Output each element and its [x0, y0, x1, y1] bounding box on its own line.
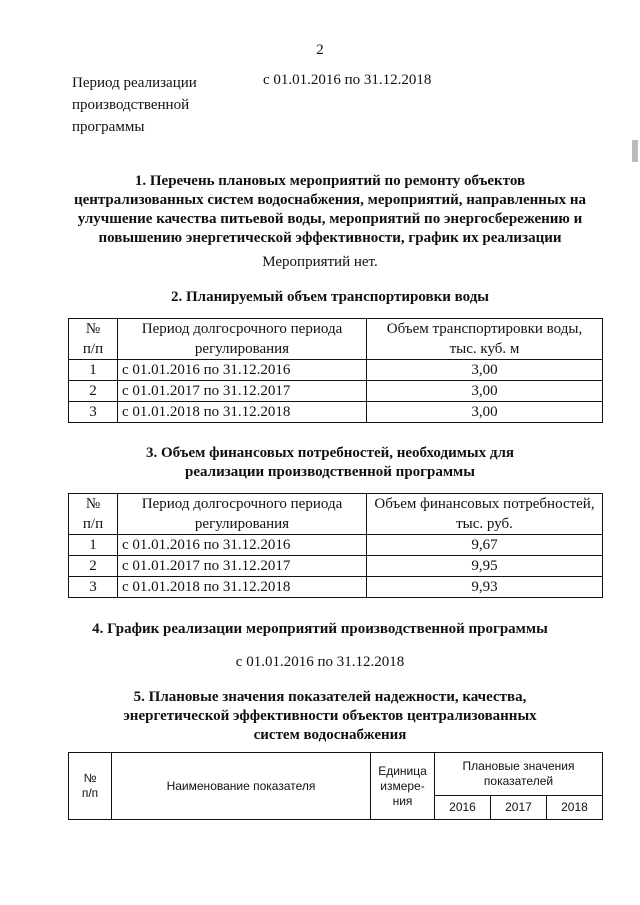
header-text: регулирования — [194, 516, 290, 532]
cell-period: с 01.01.2016 по 31.12.2016 — [118, 360, 367, 381]
cell-num: 3 — [69, 402, 118, 423]
financial-needs-table — [68, 493, 603, 598]
page-number: 2 — [316, 42, 324, 58]
period-label-line: программы — [72, 119, 145, 135]
header-value — [367, 319, 603, 360]
section5-title-line: энергетической эффективности объектов централизованных — [123, 708, 537, 724]
header-text: регулирования — [194, 341, 290, 357]
cell-num: 2 — [69, 556, 118, 577]
header-unit — [371, 753, 435, 820]
header-text: Объем транспортировки воды, — [386, 321, 583, 337]
indicators-table — [68, 752, 603, 820]
header-text: п/п — [82, 341, 104, 357]
header-text: ния — [392, 793, 413, 808]
header-indicator-name: Наименование показателя — [112, 753, 371, 820]
cell-period: с 01.01.2018 по 31.12.2018 — [118, 577, 367, 598]
table-row — [69, 360, 603, 381]
period-label-line: производственной — [72, 97, 190, 113]
table-row — [69, 381, 603, 402]
header-text: № — [83, 771, 97, 785]
cell-period: с 01.01.2016 по 31.12.2016 — [118, 535, 367, 556]
header-text: Период долгосрочного периода — [141, 496, 343, 512]
header-text: тыс. куб. м — [449, 341, 520, 357]
cell-value: 3,00 — [367, 402, 603, 423]
header-text: Объем финансовых потребностей, — [374, 496, 595, 512]
header-year: 2016 — [435, 795, 491, 819]
period-label — [72, 72, 232, 138]
section3-title-line: 3. Объем финансовых потребностей, необходимых для — [145, 445, 515, 461]
section1-title-line: централизованных систем водоснабжения, мероприятий, направленных на — [73, 192, 587, 208]
section1-title-line: улучшение качества питьевой воды, мероприятий по энергосбережению и — [77, 211, 583, 227]
period-label-line: Период реализации — [72, 75, 197, 91]
table-header-row — [69, 494, 603, 535]
header-text: измере- — [380, 778, 425, 793]
header-text: Период долгосрочного периода — [141, 321, 343, 337]
cell-value: 9,95 — [367, 556, 603, 577]
section2-title: 2. Планируемый объем транспортировки воды — [171, 289, 489, 305]
header-year: 2018 — [546, 795, 602, 819]
header-text: показателей — [483, 773, 554, 788]
section1-note: Мероприятий нет. — [262, 254, 378, 270]
cell-value: 9,67 — [367, 535, 603, 556]
cell-value: 3,00 — [367, 381, 603, 402]
header-text: № — [85, 321, 101, 337]
section1-title — [60, 172, 600, 248]
header-num — [69, 753, 112, 820]
cell-value: 9,93 — [367, 577, 603, 598]
cell-num: 1 — [69, 360, 118, 381]
header-period — [118, 319, 367, 360]
header-period — [118, 494, 367, 535]
cell-num: 3 — [69, 577, 118, 598]
header-value — [367, 494, 603, 535]
header-text: Единица — [378, 763, 427, 778]
section5-title — [60, 688, 600, 745]
cell-value: 3,00 — [367, 360, 603, 381]
section1-title-line: 1. Перечень плановых мероприятий по ремонту объектов — [134, 173, 526, 189]
section3-title-line: реализации производственной программы — [185, 464, 475, 480]
scan-edge-mark — [632, 140, 638, 162]
cell-num: 2 — [69, 381, 118, 402]
section5-title-line: систем водоснабжения — [253, 727, 407, 743]
cell-period: с 01.01.2017 по 31.12.2017 — [118, 556, 367, 577]
cell-period: с 01.01.2018 по 31.12.2018 — [118, 402, 367, 423]
table-header-row — [69, 753, 603, 796]
header-year: 2017 — [490, 795, 546, 819]
header-num — [69, 494, 118, 535]
transport-volume-table — [68, 318, 603, 423]
table-row — [69, 577, 603, 598]
section4-value: с 01.01.2016 по 31.12.2018 — [235, 654, 405, 670]
table-row — [69, 556, 603, 577]
section4-title: 4. График реализации мероприятий производственной программы — [92, 621, 548, 637]
table-row — [69, 402, 603, 423]
cell-num: 1 — [69, 535, 118, 556]
header-text: № — [85, 496, 101, 512]
table-row — [69, 535, 603, 556]
header-text: Плановые значения — [462, 758, 575, 773]
section5-title-line: 5. Плановые значения показателей надежности, качества, — [133, 689, 527, 705]
cell-period: с 01.01.2017 по 31.12.2017 — [118, 381, 367, 402]
table-header-row — [69, 319, 603, 360]
header-text: тыс. руб. — [456, 516, 513, 532]
section1-title-line: повышению энергетической эффективности, график их реализации — [98, 230, 562, 246]
header-num — [69, 319, 118, 360]
header-text: п/п — [81, 786, 99, 800]
period-value: с 01.01.2016 по 31.12.2018 — [263, 72, 432, 88]
header-text: п/п — [82, 516, 104, 532]
section3-title — [60, 444, 600, 482]
header-planned-values — [435, 753, 603, 796]
